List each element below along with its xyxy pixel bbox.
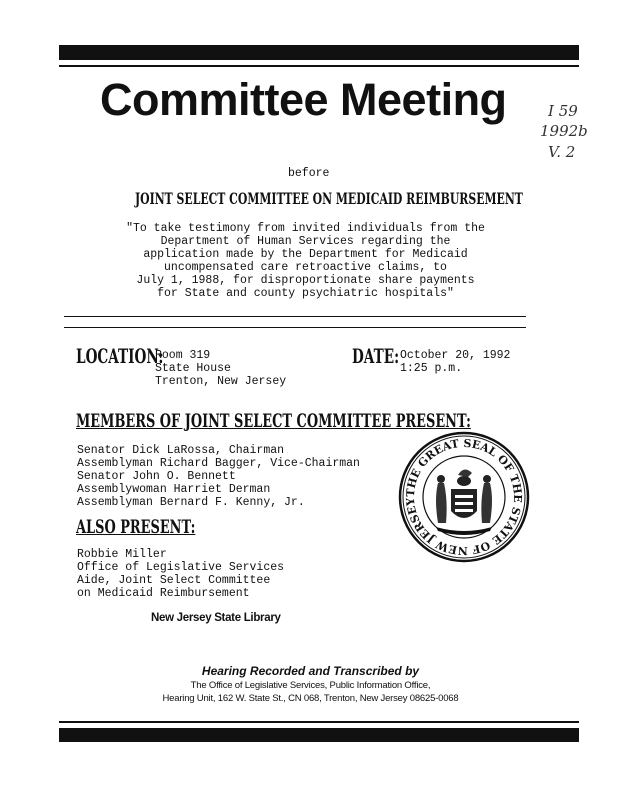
library-stamp: New Jersey State Library [151,612,281,624]
location-label: LOCATION: [76,344,164,368]
date-value: October 20, 1992 1:25 p.m. [400,349,511,375]
members-list: Senator Dick LaRossa, Chairman Assemblyman Richard Bagger, Vice-Chairman Senator John O. Bennett Assemblywoman Harriet Derman Assemblyman Bernard F. Kenny, Jr. [77,444,360,509]
location-value: Room 319 State House Trenton, New Jersey [155,349,287,388]
handwritten-note-3: V. 2 [548,143,576,161]
bottom-thin-rule [59,721,579,723]
top-thin-rule [59,65,579,67]
publisher-office: The Office of Legislative Services, Public Information Office, [190,680,431,691]
state-seal [398,431,530,563]
mid-rule-1 [64,316,526,317]
recorded-by: Hearing Recorded and Transcribed by [201,664,420,678]
handwritten-note-2: 1992b [540,122,588,140]
also-present-heading: ALSO PRESENT: [76,516,196,538]
members-heading: MEMBERS OF JOINT SELECT COMMITTEE PRESENT: [76,410,471,432]
hearing-purpose: "To take testimony from invited individuals from the Department of Human Services regarding the application made by the Department for Medicaid uncompensated care retroactive claims, to July 1, 1988, for disproportionate share payments for State and county psychiatric hospitals" [126,222,485,300]
before-label: before [288,167,330,180]
committee-name: JOINT SELECT COMMITTEE ON MEDICAID REIMBURSEMENT [135,189,523,208]
page-title: Committee Meeting [100,74,507,125]
also-present-list: Robbie Miller Office of Legislative Services Aide, Joint Select Committee on Medicaid Reimbursement [77,548,285,600]
bottom-thick-rule [59,728,579,742]
handwritten-note-1: I 59 [548,102,578,120]
mid-rule-2 [64,327,526,328]
date-label: DATE: [352,344,400,368]
top-thick-rule [59,45,579,60]
publisher-address: Hearing Unit, 162 W. State St., CN 068, Trenton, New Jersey 08625-0068 [162,693,459,704]
seal-text: THE GREAT SEAL OF THE STATE OF NEW JERSEY [403,436,525,558]
